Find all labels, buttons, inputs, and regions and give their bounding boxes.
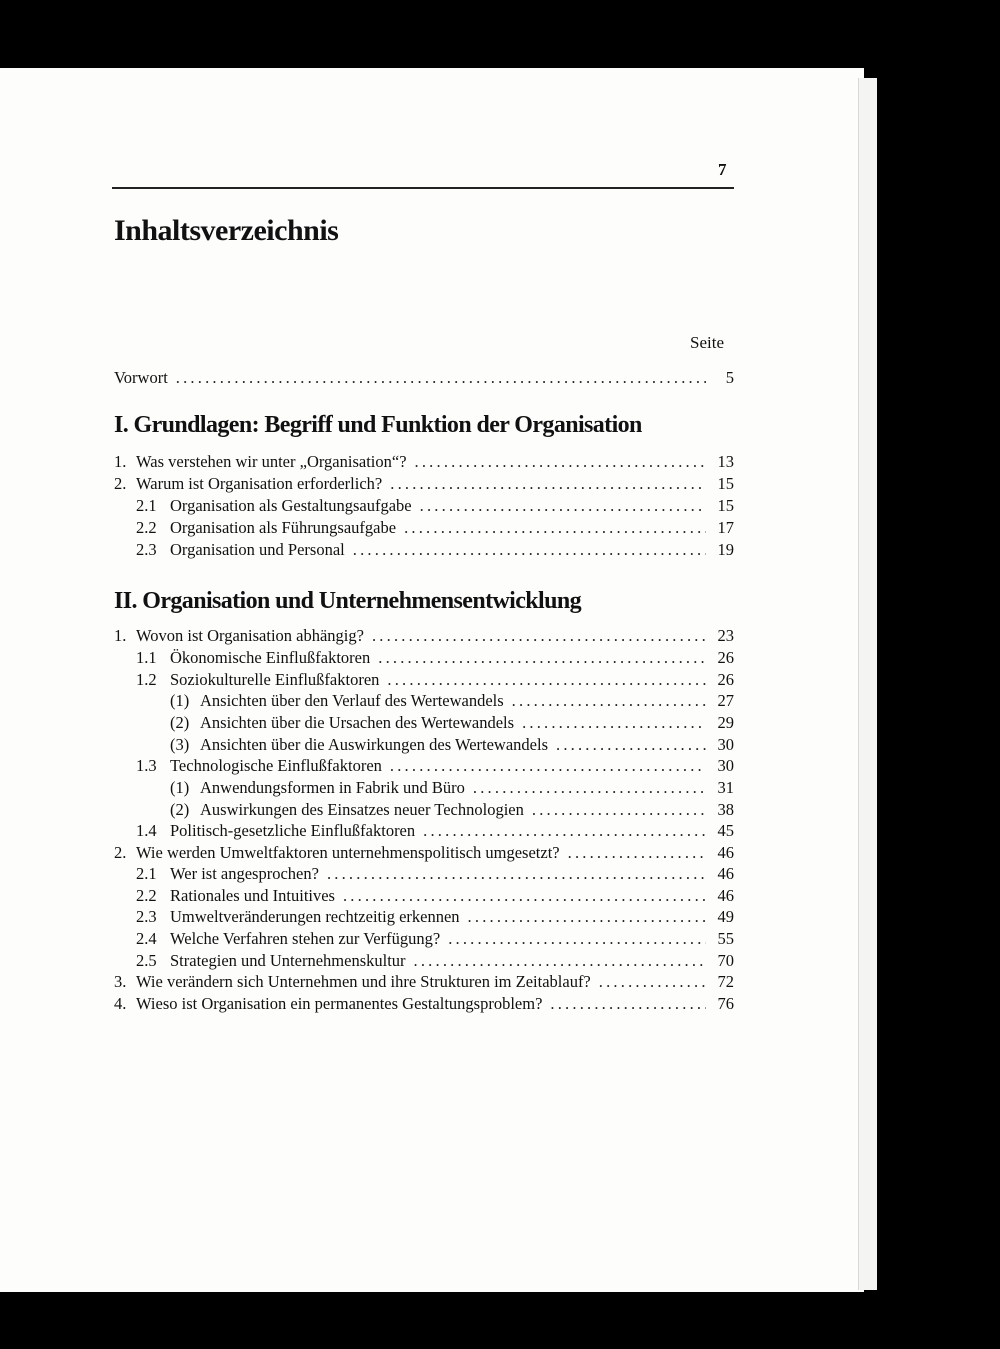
toc-entry-text: Technologische Einflußfaktoren: [170, 756, 382, 775]
toc-entry-page: 26: [717, 670, 734, 689]
dot-leader: [404, 517, 706, 539]
dot-leader: [473, 777, 706, 799]
toc-entry-text: Auswirkungen des Einsatzes neuer Technologien: [200, 800, 524, 819]
toc-entry-page: 76: [717, 994, 734, 1013]
toc-entry-page: 15: [717, 474, 734, 493]
toc-entry-text: Strategien und Unternehmenskultur: [170, 951, 406, 970]
toc-entry-page: 13: [717, 452, 734, 471]
toc-entry: [114, 451, 734, 473]
dot-leader: [353, 539, 706, 561]
toc-entry-page: 17: [717, 518, 734, 537]
toc-entry-number: 2.1: [136, 496, 157, 515]
page-edge: [858, 78, 877, 1290]
toc-entry: [114, 950, 734, 972]
toc-entry-page: 46: [717, 843, 734, 862]
dot-leader: [176, 367, 706, 389]
toc-entry: [114, 539, 734, 561]
toc-entry-text: Organisation und Personal: [170, 540, 345, 559]
toc-entry-text: Welche Verfahren stehen zur Verfügung?: [170, 929, 441, 948]
toc-entry: [114, 971, 734, 993]
page-number: 7: [718, 160, 727, 179]
toc-entry-page: 29: [717, 713, 734, 732]
toc-entry-number: (1): [170, 691, 190, 710]
toc-entry-page: 31: [717, 778, 734, 797]
toc-entry-number: 2.3: [136, 540, 157, 559]
toc-entry: [114, 669, 734, 691]
toc-entry-number: 1.: [114, 626, 127, 645]
toc-entry-page: 30: [717, 756, 734, 775]
toc-entry-text: Organisation als Gestaltungsaufgabe: [170, 496, 412, 515]
dot-leader: [420, 495, 706, 517]
toc-entry: [114, 690, 734, 712]
toc-entry-text: Wie werden Umweltfaktoren unternehmenspolitisch umgesetzt?: [136, 843, 560, 862]
toc-entry-number: 2.3: [136, 907, 157, 926]
toc-entry: [114, 712, 734, 734]
toc-entry: [114, 799, 734, 821]
dot-leader: [550, 993, 706, 1015]
toc-entry-number: 1.: [114, 452, 127, 471]
toc-entry: [114, 885, 734, 907]
toc-entry-text: Organisation als Führungsaufgabe: [170, 518, 397, 537]
toc-entry: [114, 820, 734, 842]
section-heading: I. Grundlagen: Begriff und Funktion der Organisation: [114, 412, 642, 438]
toc-entry-page: 15: [717, 496, 734, 515]
toc-entry-number: 2.2: [136, 518, 157, 537]
toc-entry-text: Wer ist angesprochen?: [170, 864, 319, 883]
toc-entry-page: 30: [717, 735, 734, 754]
toc-entry-text: Ökonomische Einflußfaktoren: [170, 648, 371, 667]
toc-entry-text: Wieso ist Organisation ein permanentes Gestaltungsproblem?: [136, 994, 543, 1013]
toc-entry-text: Vorwort: [114, 368, 168, 387]
toc-entry-page: 70: [717, 951, 734, 970]
toc-entry-number: 2.: [114, 843, 127, 862]
toc-entry: [114, 734, 734, 756]
toc-entry: [114, 777, 734, 799]
dot-leader: [532, 799, 706, 821]
toc-entry-text: Ansichten über die Auswirkungen des Wertewandels: [200, 735, 548, 754]
toc-entry: [114, 647, 734, 669]
dot-leader: [327, 863, 706, 885]
dot-leader: [414, 950, 706, 972]
dot-leader: [556, 734, 706, 756]
toc-entry-number: 2.2: [136, 886, 157, 905]
toc-entry-text: Ansichten über den Verlauf des Wertewandels: [200, 691, 504, 710]
dot-leader: [512, 690, 706, 712]
toc-entry-number: 2.4: [136, 929, 157, 948]
toc-entry-page: 49: [717, 907, 734, 926]
toc-entry-page: 23: [717, 626, 734, 645]
page-column-header: Seite: [690, 333, 724, 352]
toc-entry-text: Soziokulturelle Einflußfaktoren: [170, 670, 380, 689]
dot-leader: [378, 647, 706, 669]
toc-entry-number: (2): [170, 713, 190, 732]
section-heading: II. Organisation und Unternehmensentwicklung: [114, 588, 582, 614]
toc-entry-text: Warum ist Organisation erforderlich?: [136, 474, 383, 493]
toc-entry-page: 19: [717, 540, 734, 559]
toc-entry-page: 46: [717, 886, 734, 905]
dot-leader: [415, 451, 706, 473]
toc-entry-number: 1.3: [136, 756, 157, 775]
toc-entry-number: 4.: [114, 994, 127, 1013]
toc-entry-page: 27: [717, 691, 734, 710]
dot-leader: [372, 625, 706, 647]
toc-entry-number: 2.: [114, 474, 127, 493]
toc-entry-number: (3): [170, 735, 190, 754]
toc-entry-text: Was verstehen wir unter „Organisation“?: [136, 452, 407, 471]
toc-entry-number: (2): [170, 800, 190, 819]
toc-entry-page: 46: [717, 864, 734, 883]
toc-entry-page: 5: [725, 368, 734, 387]
dot-leader: [568, 842, 706, 864]
toc-entry-text: Wovon ist Organisation abhängig?: [136, 626, 364, 645]
toc-entry-text: Politisch-gesetzliche Einflußfaktoren: [170, 821, 416, 840]
toc-entry-number: 1.1: [136, 648, 157, 667]
dot-leader: [390, 473, 706, 495]
toc-entry-page: 55: [717, 929, 734, 948]
toc-entry-text: Rationales und Intuitives: [170, 886, 335, 905]
toc-entry: [114, 755, 734, 777]
toc-entry-text: Wie verändern sich Unternehmen und ihre Strukturen im Zeitablauf?: [136, 972, 591, 991]
dot-leader: [468, 906, 706, 928]
toc-entry: [114, 625, 734, 647]
dot-leader: [599, 971, 706, 993]
toc-entry-text: Umweltveränderungen rechtzeitig erkennen: [170, 907, 460, 926]
toc-entry-number: 1.2: [136, 670, 157, 689]
toc-entry-page: 38: [717, 800, 734, 819]
toc-entry: [114, 473, 734, 495]
toc-entry-page: 26: [717, 648, 734, 667]
toc-entry: [114, 863, 734, 885]
dot-leader: [448, 928, 706, 950]
dot-leader: [423, 820, 706, 842]
toc-entry-vorwort: [114, 367, 734, 389]
toc-entry-number: (1): [170, 778, 190, 797]
header-rule: [112, 187, 734, 189]
toc-entry-text: Anwendungsformen in Fabrik und Büro: [200, 778, 465, 797]
dot-leader: [522, 712, 706, 734]
toc-entry-number: 1.4: [136, 821, 157, 840]
dot-leader: [387, 669, 706, 691]
toc-entry-number: 2.5: [136, 951, 157, 970]
dot-leader: [390, 755, 706, 777]
toc-entry-number: 3.: [114, 972, 127, 991]
toc-entry: [114, 517, 734, 539]
toc-entry: [114, 906, 734, 928]
toc-entry: [114, 495, 734, 517]
toc-entry: [114, 928, 734, 950]
toc-entry: [114, 842, 734, 864]
dot-leader: [343, 885, 706, 907]
toc-entry-number: 2.1: [136, 864, 157, 883]
toc-entry-text: Ansichten über die Ursachen des Wertewandels: [200, 713, 515, 732]
toc-entry-page: 72: [717, 972, 734, 991]
toc-entry: [114, 993, 734, 1015]
toc-entry-page: 45: [717, 821, 734, 840]
page-title: Inhaltsverzeichnis: [114, 214, 339, 247]
